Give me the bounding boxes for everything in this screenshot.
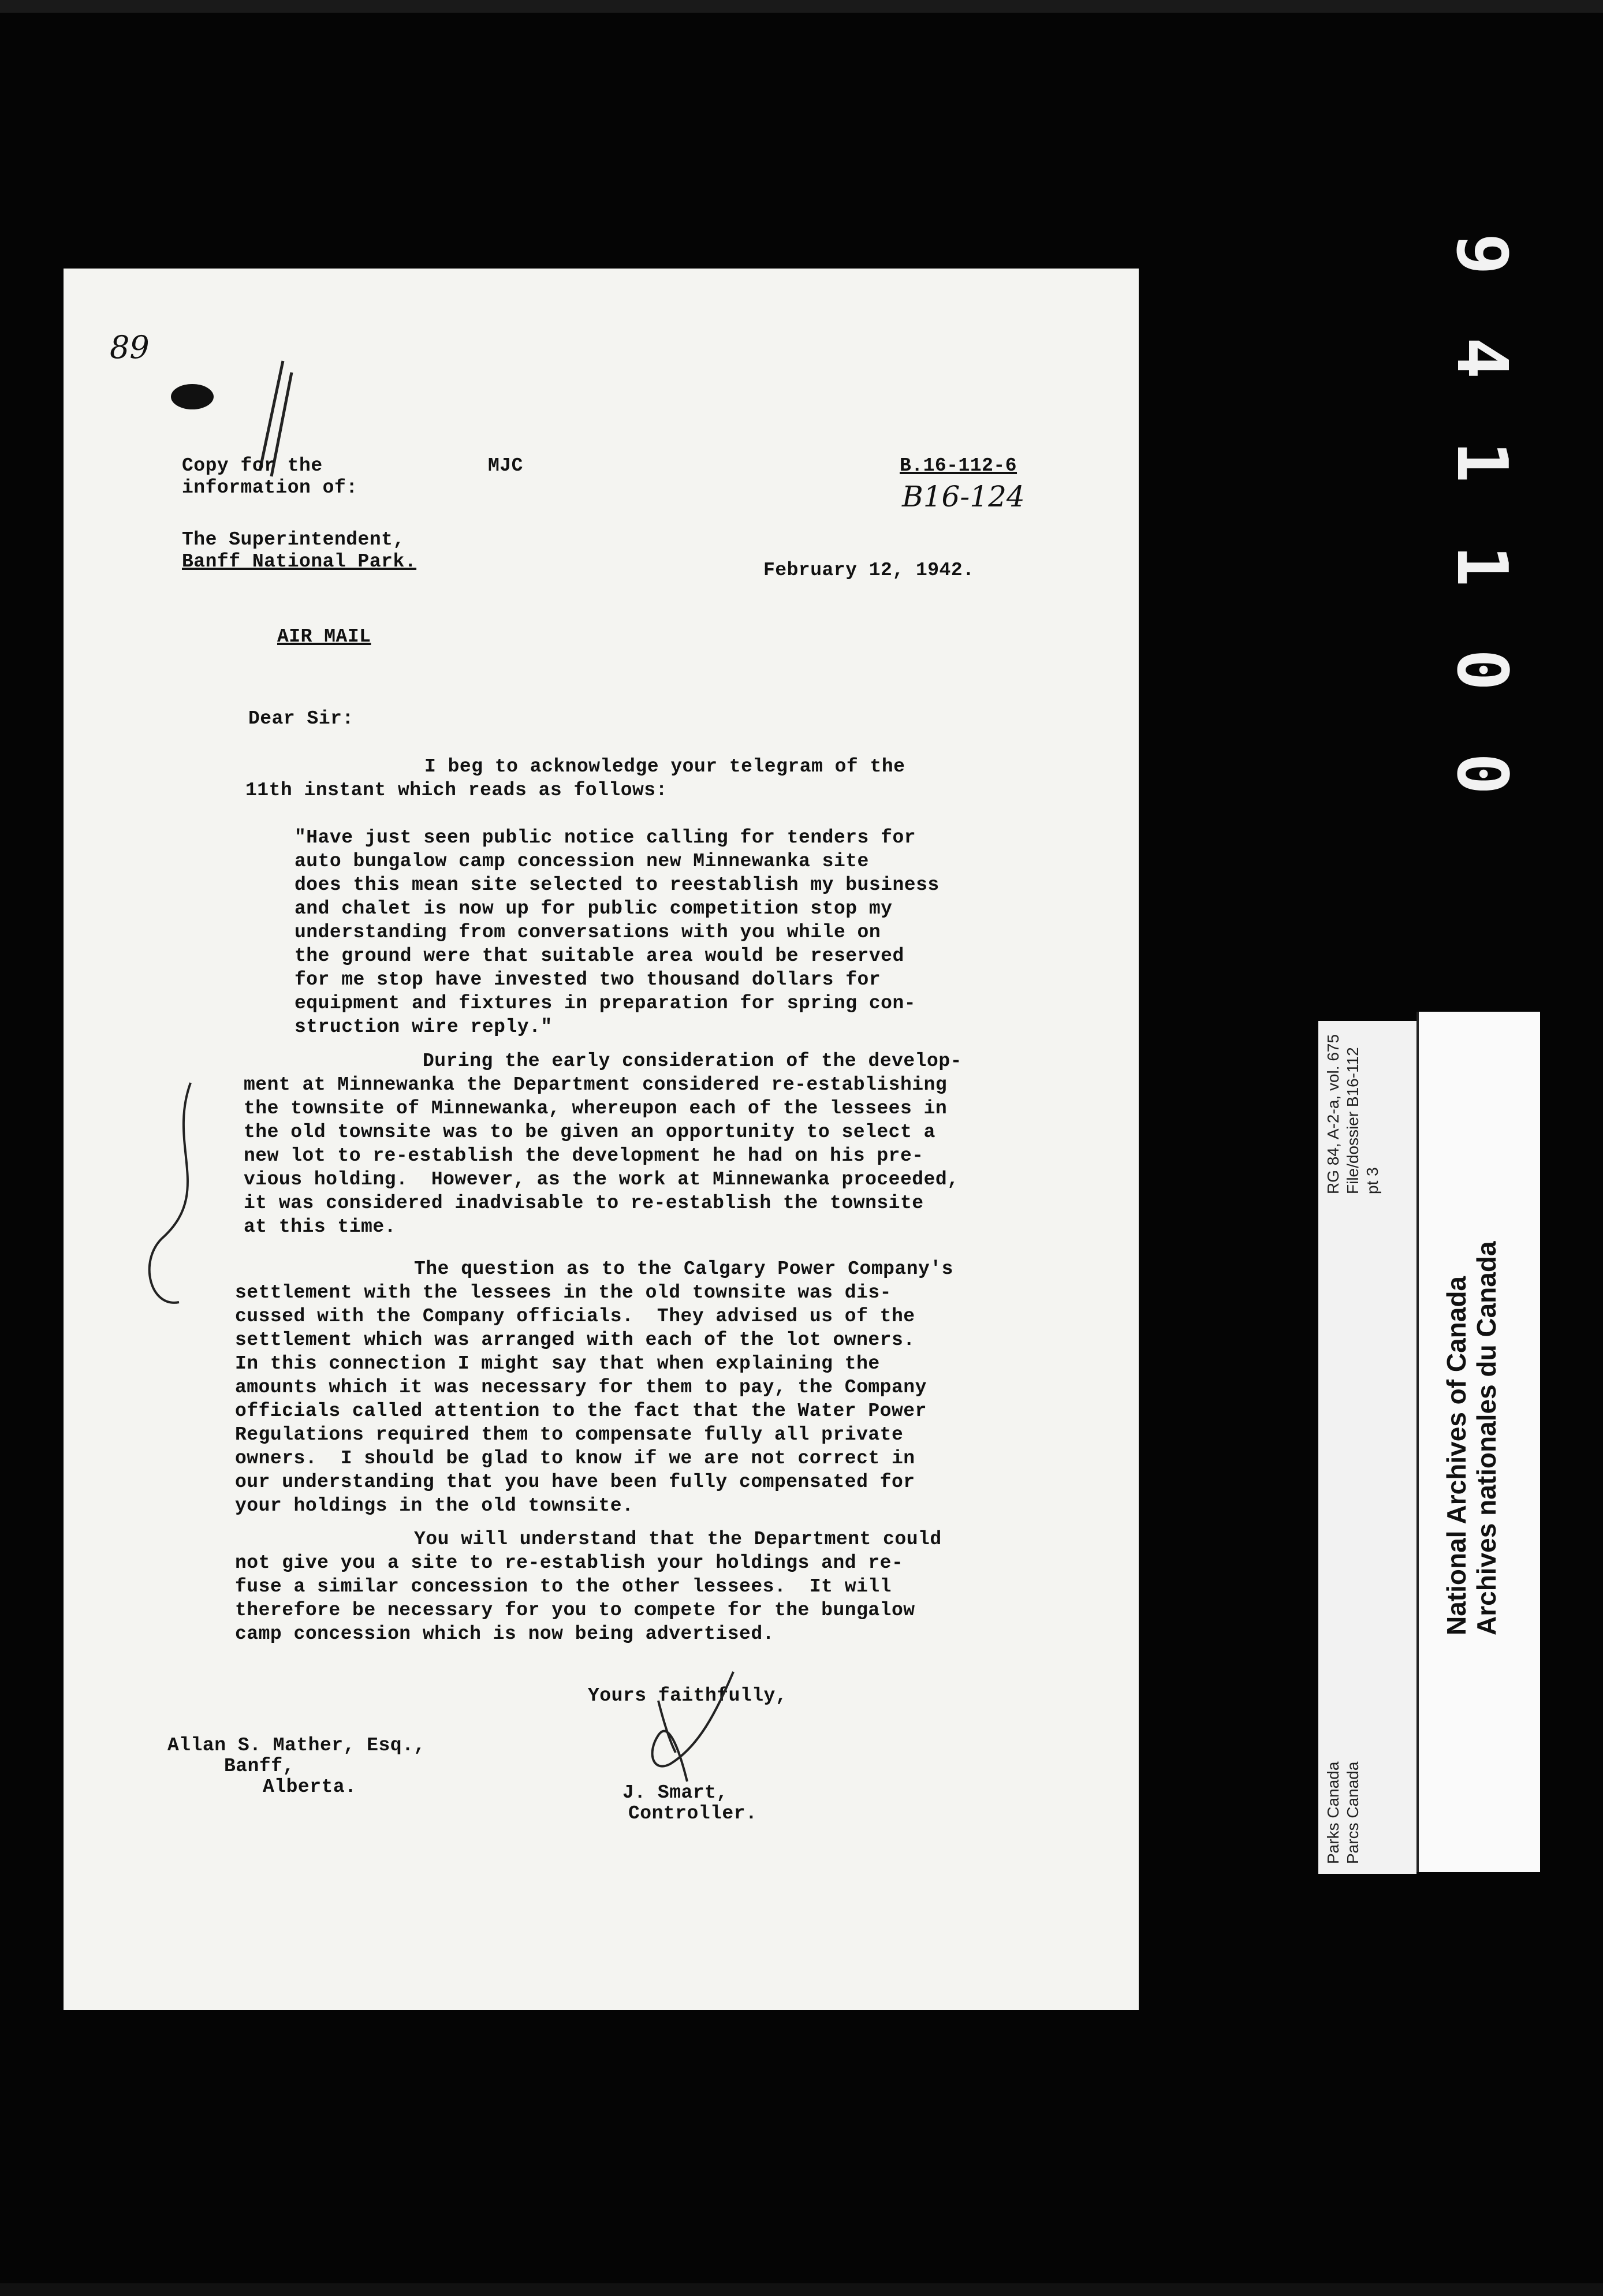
closing: Yours faithfully, — [588, 1685, 788, 1706]
handwritten-file-reference: B16-124 — [902, 480, 1025, 513]
ink-blot — [171, 384, 214, 409]
frame-digit: 0 — [1441, 752, 1522, 795]
copy-recipient-line2: Banff National Park. — [182, 551, 417, 572]
paragraph-line: During the early consideration of the develop- — [423, 1050, 962, 1072]
frame-digit: 1 — [1441, 545, 1522, 587]
paragraph-line: camp concession which is now being advertised. — [235, 1623, 774, 1645]
frame-digit: 0 — [1441, 648, 1522, 691]
paragraph-line: officials called attention to the fact that the Water Power — [235, 1400, 927, 1422]
letter-sheet — [64, 269, 1139, 2010]
paragraph-line: 11th instant which reads as follows: — [245, 780, 668, 801]
paragraph-line: The question as to the Calgary Power Company's — [414, 1258, 953, 1280]
paragraph-1 — [245, 755, 905, 802]
quote-line: "Have just seen public notice calling for tenders for — [294, 827, 916, 848]
quote-line: auto bungalow camp concession new Minnewanka site — [294, 851, 869, 872]
addressee-city: Banff, — [224, 1755, 294, 1777]
paragraph-line: owners. I should be glad to know if we are not correct in — [235, 1448, 915, 1469]
film-bottom-edge — [0, 2283, 1603, 2296]
addressee-name: Allan S. Mather, Esq., — [167, 1735, 426, 1756]
paragraph-line: amounts which it was necessary for them to pay, the Company — [235, 1377, 927, 1398]
copy-for-line1: Copy for the — [182, 455, 323, 476]
quoted-telegram — [294, 826, 940, 1039]
archive-reference-card — [1318, 1021, 1416, 1874]
paragraph-line: settlement with the lessees in the old townsite was dis- — [235, 1282, 892, 1303]
paragraph-line: In this connection I might say that when explaining the — [235, 1353, 880, 1374]
copy-for-line2: information of: — [182, 477, 358, 498]
paragraph-line: the townsite of Minnewanka, whereupon each of the lessees in — [244, 1098, 948, 1119]
signer-name: J. Smart, — [622, 1782, 728, 1803]
agency-name-en: Parks Canada — [1324, 1761, 1342, 1864]
archives-name-en: National Archives of Canada — [1441, 1276, 1471, 1635]
archives-name-card — [1416, 1012, 1540, 1872]
paragraph-line: not give you a site to re-establish your holdings and re- — [235, 1552, 904, 1574]
handwritten-file-mark: 89 — [110, 329, 150, 366]
letter-date: February 12, 1942. — [763, 560, 975, 581]
frame-number — [1438, 219, 1524, 808]
frame-digit: 9 — [1441, 233, 1522, 275]
air-mail-notice: AIR MAIL — [277, 626, 371, 647]
file-reference: B.16-112-6 — [900, 455, 1017, 476]
paragraph-line: settlement which was arranged with each of the lot owners. — [235, 1329, 915, 1351]
paragraph-line: I beg to acknowledge your telegram of the — [424, 756, 905, 777]
paragraph-line: fuse a similar concession to the other lessees. It will — [235, 1576, 892, 1597]
paragraph-line: vious holding. However, as the work at Minnewanka proceeded, — [244, 1169, 959, 1190]
quote-line: understanding from conversations with you while on — [294, 922, 881, 943]
frame-digit: 1 — [1441, 441, 1522, 483]
paragraph-line: at this time. — [244, 1216, 396, 1238]
paragraph-line: cussed with the Company officials. They advised us of the — [235, 1306, 915, 1327]
paragraph-line: the old townsite was to be given an opportunity to select a — [244, 1121, 935, 1143]
paragraph-line: it was considered inadvisable to re-establish the townsite — [244, 1192, 924, 1214]
paragraph-3 — [235, 1257, 953, 1518]
frame-digit: 4 — [1441, 337, 1522, 379]
salutation: Dear Sir: — [248, 708, 354, 729]
agency-name-fr: Parcs Canada — [1344, 1761, 1362, 1864]
handwritten-signature — [635, 1666, 762, 1793]
paragraph-line: Regulations required them to compensate fully all private — [235, 1424, 904, 1445]
paragraph-line: ment at Minnewanka the Department considered re-establishing — [244, 1074, 948, 1095]
paragraph-line: our understanding that you have been fully compensated for — [235, 1471, 915, 1493]
quote-line: equipment and fixtures in preparation for spring con- — [294, 993, 916, 1014]
quote-line: struction wire reply." — [294, 1016, 553, 1038]
archives-name-fr: Archives nationales du Canada — [1471, 1241, 1501, 1635]
paragraph-line: therefore be necessary for you to compete for the bungalow — [235, 1600, 915, 1621]
archive-ref-line1: RG 84, A-2-a, vol. 675 — [1324, 1034, 1342, 1194]
film-top-edge — [0, 0, 1603, 13]
paragraph-line: new lot to re-establish the development he had on his pre- — [244, 1145, 924, 1166]
archive-ref-line3: pt 3 — [1363, 1167, 1381, 1194]
quote-line: for me stop have invested two thousand dollars for — [294, 969, 881, 990]
quote-line: the ground were that suitable area would be reserved — [294, 945, 904, 967]
quote-line: does this mean site selected to reestablish my business — [294, 874, 940, 896]
paragraph-line: your holdings in the old townsite. — [235, 1495, 634, 1516]
initials: MJC — [488, 455, 523, 476]
copy-recipient-line1: The Superintendent, — [182, 529, 405, 550]
signer-title: Controller. — [628, 1803, 758, 1824]
archive-ref-line2: File/dossier B16-112 — [1344, 1047, 1362, 1194]
paragraph-line: You will understand that the Department could — [414, 1529, 942, 1550]
addressee-province: Alberta. — [263, 1776, 357, 1798]
paragraph-4 — [235, 1527, 942, 1646]
quote-line: and chalet is now up for public competition stop my — [294, 898, 893, 919]
handwritten-margin-mark — [127, 1077, 219, 1320]
paragraph-2 — [244, 1049, 962, 1239]
